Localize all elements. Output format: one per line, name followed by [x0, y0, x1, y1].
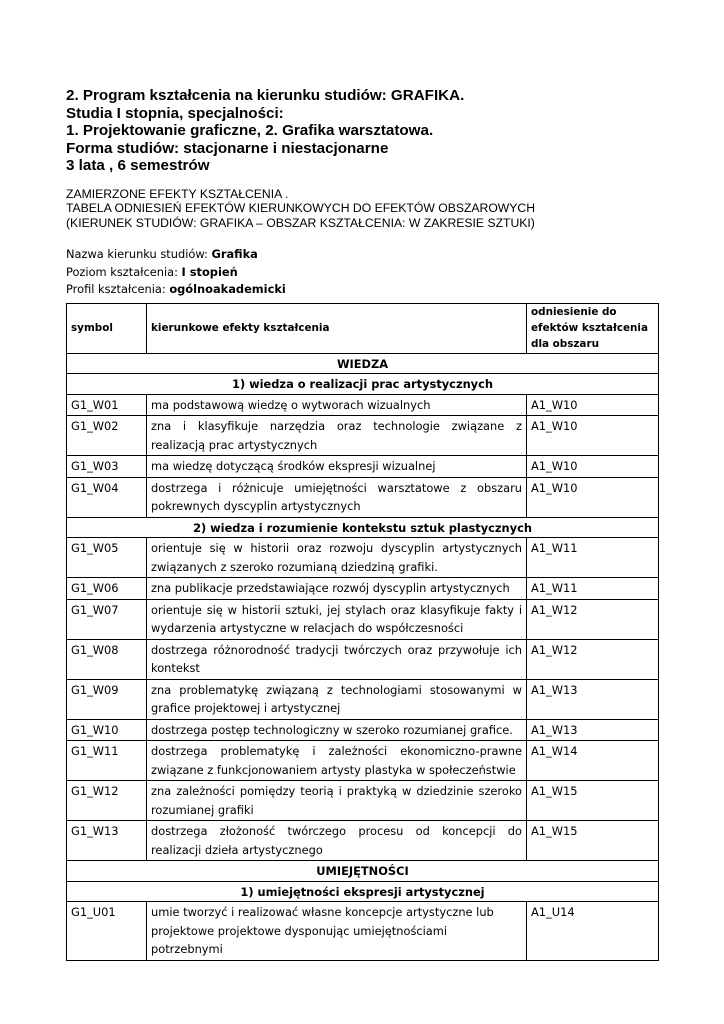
row-description: zna zależności pomiędzy teorią i praktyką w dziedzinie szeroko rozumianej grafiki — [147, 781, 527, 821]
row-symbol: G1_W07 — [67, 599, 147, 639]
program-meta — [66, 246, 686, 299]
row-description: dostrzega problematykę i zależności ekonomiczno-prawne związane z funkcjonowaniem artysty plastyka w społeczeństwie — [147, 741, 527, 781]
intro-line: (KIERUNEK STUDIÓW: GRAFIKA – OBSZAR KSZTAŁCENIA: W ZAKRESIE SZTUKI) — [66, 215, 535, 230]
row-description: orientuje się w historii oraz rozwoju dyscyplin artystycznych związanych z szeroko rozumianą dziedziną grafiki. — [147, 538, 527, 578]
heading-line: 2. Program kształcenia na kierunku studiów: GRAFIKA. — [66, 87, 465, 104]
level-label: Poziom kształcenia: — [66, 264, 182, 279]
table-row — [67, 394, 659, 416]
section-skills: UMIEJĘTNOŚCI — [67, 861, 659, 882]
description-line: umie tworzyć i realizować własne koncepcje artystyczne lub — [151, 905, 494, 920]
row-symbol: G1_W05 — [67, 538, 147, 578]
row-symbol: G1_W03 — [67, 456, 147, 478]
learning-outcomes-table — [66, 303, 659, 961]
table-row — [67, 741, 659, 781]
row-description: ma wiedzę dotyczącą środków ekspresji wizualnej — [147, 456, 527, 478]
row-symbol: G1_W08 — [67, 639, 147, 679]
header-symbol: symbol — [67, 304, 147, 354]
heading-line: 3 lata , 6 semestrów — [66, 157, 210, 174]
intro-line: TABELA ODNIESIEŃ EFEKTÓW KIERUNKOWYCH DO EFEKTÓW OBSZAROWYCH — [66, 201, 536, 216]
row-symbol: G1_W06 — [67, 578, 147, 600]
row-symbol: G1_W11 — [67, 741, 147, 781]
subsection-knowledge-1: 1) wiedza o realizacji prac artystycznych — [67, 374, 659, 395]
table-header-row — [67, 304, 659, 354]
row-reference: A1_W13 — [527, 679, 659, 719]
intro-line: ZAMIERZONE EFEKTY KSZTAŁCENIA . — [66, 187, 289, 201]
row-reference: A1_W15 — [527, 781, 659, 821]
row-symbol: G1_W01 — [67, 394, 147, 416]
table-row — [67, 599, 659, 639]
row-description: dostrzega postęp technologiczny w szeroko rozumianej grafice. — [147, 719, 527, 741]
profile-label: Profil kształcenia: — [66, 282, 170, 297]
table-row — [67, 821, 659, 861]
table-row — [67, 781, 659, 821]
profile-value: ogólnoakademicki — [169, 282, 286, 297]
table-row — [67, 719, 659, 741]
row-symbol: G1_U01 — [67, 902, 147, 961]
row-symbol: G1_W13 — [67, 821, 147, 861]
level-value: I stopień — [181, 264, 238, 279]
header-reference: odniesienie do efektów kształcenia dla obszaru — [527, 304, 659, 354]
row-symbol: G1_W09 — [67, 679, 147, 719]
section-knowledge: WIEDZA — [67, 353, 659, 374]
heading-line: Forma studiów: stacjonarne i niestacjonarne — [66, 139, 389, 157]
field-label: Nazwa kierunku studiów: — [66, 247, 212, 261]
row-symbol: G1_W02 — [67, 416, 147, 456]
table-row — [67, 578, 659, 600]
row-description: zna publikacje przedstawiające rozwój dyscyplin artystycznych — [147, 578, 527, 600]
row-reference: A1_W10 — [527, 394, 659, 416]
row-reference: A1_W10 — [527, 456, 659, 478]
document-heading — [66, 87, 666, 175]
description-line: projektowe projektowe dysponując umiejętnościami potrzebnymi — [151, 923, 448, 957]
row-description: ma podstawową wiedzę o wytworach wizualnych — [147, 394, 527, 416]
table-row — [67, 639, 659, 679]
row-reference: A1_W10 — [527, 477, 659, 517]
heading-line: Studia I stopnia, specjalności: — [66, 104, 284, 122]
row-reference: A1_W12 — [527, 599, 659, 639]
row-reference: A1_W10 — [527, 416, 659, 456]
table-row — [67, 902, 659, 961]
row-reference: A1_W11 — [527, 538, 659, 578]
subsection-skills-1: 1) umiejętności ekspresji artystycznej — [67, 881, 659, 902]
table-row — [67, 456, 659, 478]
subsection-knowledge-2: 2) wiedza i rozumienie kontekstu sztuk plastycznych — [67, 517, 659, 538]
row-description: dostrzega różnorodność tradycji twórczych oraz przywołuje ich kontekst — [147, 639, 527, 679]
subsection-row — [67, 881, 659, 902]
field-of-study — [66, 246, 686, 264]
row-reference: A1_W13 — [527, 719, 659, 741]
subsection-row — [67, 374, 659, 395]
heading-line: 1. Projektowanie graficzne, 2. Grafika warsztatowa. — [66, 122, 434, 139]
table-row — [67, 538, 659, 578]
study-profile — [66, 281, 686, 299]
study-level — [66, 264, 686, 282]
table-row — [67, 679, 659, 719]
row-symbol: G1_W04 — [67, 477, 147, 517]
row-reference: A1_W12 — [527, 639, 659, 679]
row-description: orientuje się w historii sztuki, jej stylach oraz klasyfikuje fakty i wydarzenia artystyczne w relacjach do współczesności — [147, 599, 527, 639]
subsection-row — [67, 517, 659, 538]
row-reference: A1_U14 — [527, 902, 659, 961]
field-value: Grafika — [211, 247, 258, 261]
table-row — [67, 416, 659, 456]
section-row — [67, 353, 659, 374]
section-row — [67, 861, 659, 882]
table-row — [67, 477, 659, 517]
row-symbol: G1_W12 — [67, 781, 147, 821]
row-symbol: G1_W10 — [67, 719, 147, 741]
header-description: kierunkowe efekty kształcenia — [147, 304, 527, 354]
row-reference: A1_W14 — [527, 741, 659, 781]
row-description: dostrzega i różnicuje umiejętności warsztatowe z obszaru pokrewnych dyscyplin artystycznych — [147, 477, 527, 517]
row-description — [147, 902, 527, 961]
row-reference: A1_W15 — [527, 821, 659, 861]
row-reference: A1_W11 — [527, 578, 659, 600]
row-description: zna i klasyfikuje narzędzia oraz technologie związane z realizacją prac artystycznych — [147, 416, 527, 456]
row-description: zna problematykę związaną z technologiami stosowanymi w grafice projektowej i artystycznej — [147, 679, 527, 719]
table-intro — [66, 187, 686, 230]
row-description: dostrzega złożoność twórczego procesu od koncepcji do realizacji dzieła artystycznego — [147, 821, 527, 861]
